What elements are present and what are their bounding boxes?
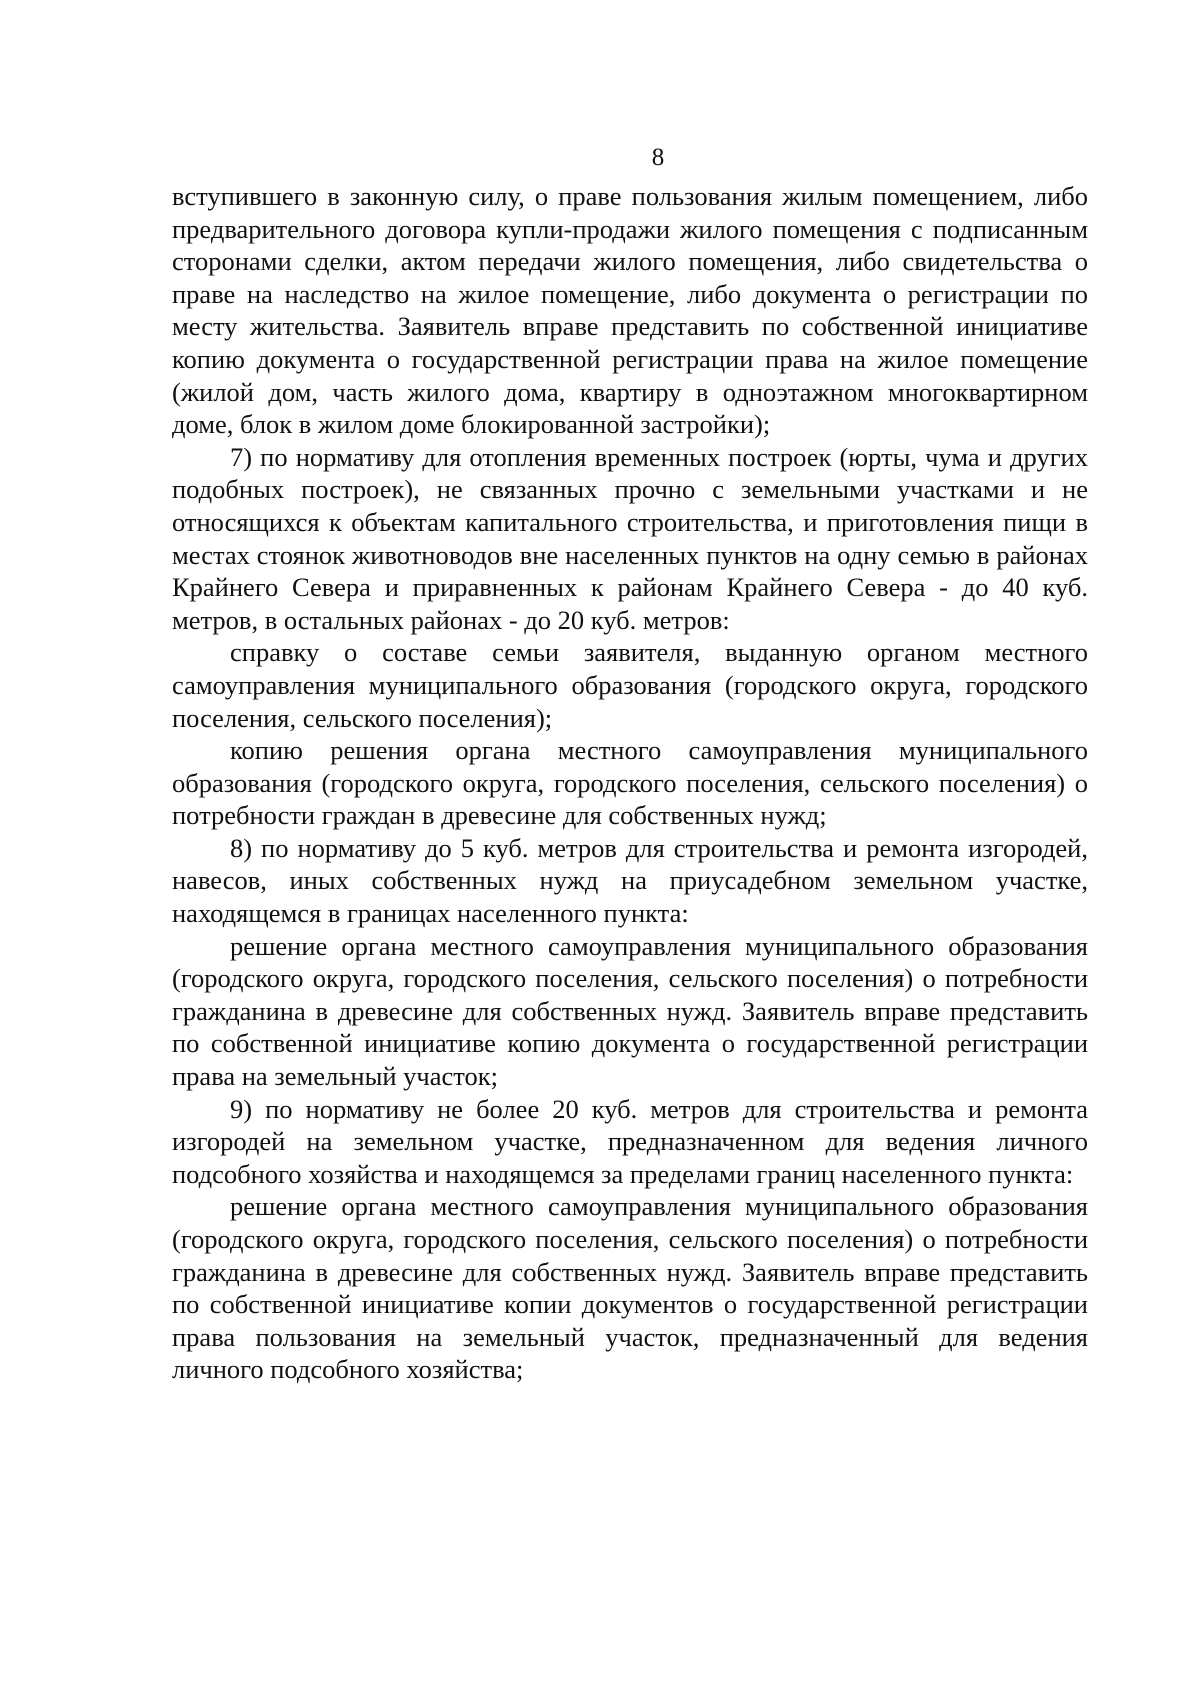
paragraph-item-8: 8) по нормативу до 5 куб. метров для строительства и ремонта изгородей, навесов, иных собственных нужд на приусадебном земельном участке, находящемся в границах населенного пункта: [172, 832, 1088, 929]
page-number: 8 [651, 144, 665, 171]
paragraph-item-9: 9) по нормативу не более 20 куб. метров для строительства и ремонта изгородей на земельном участке, предназначенном для ведения личного подсобного хозяйства и находящемся за пределами границ населенного пункта: [172, 1093, 1088, 1189]
paragraph-item-7: 7) по нормативу для отопления временных построек (юрты, чума и других подобных построек), не связанных прочно с земельными участками и не относящихся к объектам капитального строительства, и приготовления пищи в местах стоянок животноводов вне населенных пунктов на одну семью в районах Крайнего Севера и приравненных к районам Крайнего Севера - до 40 куб. метров, в остальных районах - до 20 куб. метров: [172, 441, 1088, 635]
paragraph-continuation: вступившего в законную силу, о праве пользования жилым помещением, либо предварительного договора купли-продажи жилого помещения с подписанным сторонами сделки, актом передачи жилого помещения, либо свидетельства о праве на наследство на жилое помещение, либо документа о регистрации по месту жительства. Заявитель вправе представить по собственной инициативе копию документа о государственной регистрации права на жилое помещение (жилой дом, часть жилого дома, квартиру в одноэтажном многоквартирном доме, блок в жилом доме блокированной застройки); [172, 181, 1088, 440]
document-body [172, 180, 1088, 1386]
paragraph-decision-item-9: решение органа местного самоуправления муниципального образования (городского округа, городского поселения, сельского поселения) о потребности гражданина в древесине для собственных нужд. Заявитель вправе представить по собственной инициативе копии документов о государственной регистрации права пользования на земельный участок, предназначенный для ведения личного подсобного хозяйства; [172, 1191, 1088, 1385]
paragraph-decision-copy: копию решения органа местного самоуправления муниципального образования (городского округа, городского поселения, сельского поселения) о потребности граждан в древесине для собственных нужд; [172, 735, 1088, 831]
paragraph-family-certificate: справку о составе семьи заявителя, выданную органом местного самоуправления муниципального образования (городского округа, городского поселения, сельского поселения); [172, 637, 1088, 733]
paragraph-decision-item-8: решение органа местного самоуправления муниципального образования (городского округа, городского поселения, сельского поселения) о потребности гражданина в древесине для собственных нужд. Заявитель вправе представить по собственной инициативе копию документа о государственной регистрации права на земельный участок; [172, 930, 1088, 1092]
